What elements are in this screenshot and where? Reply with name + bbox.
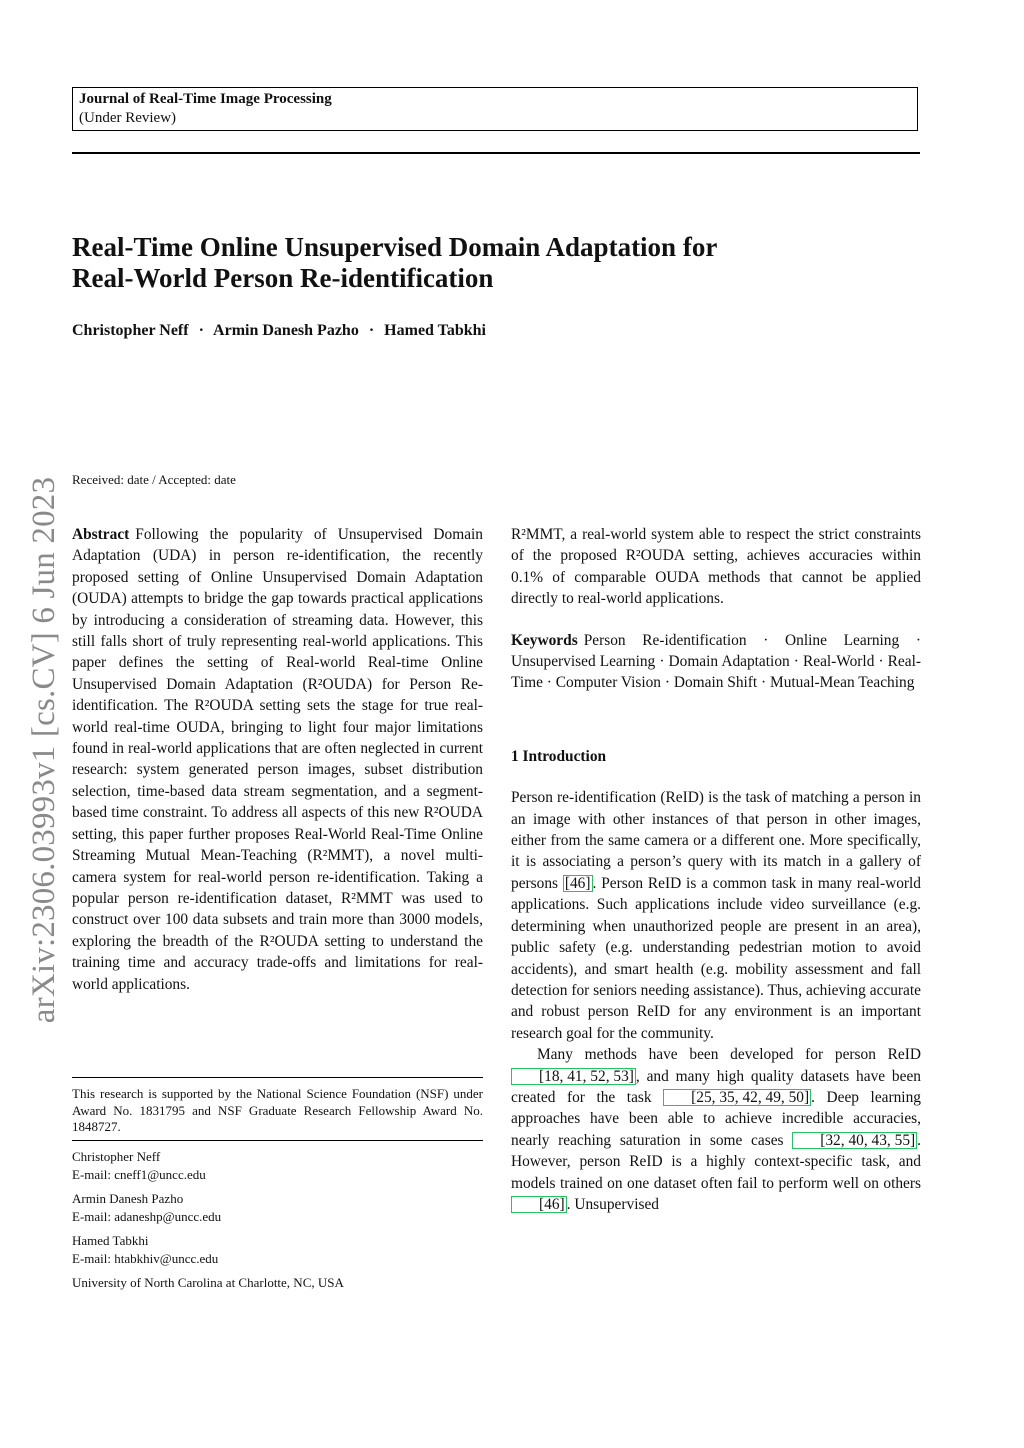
contact-email[interactable]: E-mail: adaneshp@uncc.edu: [72, 1208, 222, 1224]
paper-title: [72, 232, 932, 294]
intro-p2-text: Many methods have been developed for person ReID: [537, 1046, 921, 1064]
contact-3: [72, 1232, 483, 1267]
funding-note: This research is supported by the National Science Foundation (NSF) under Award No. 1831795 and NSF Graduate Research Fellowship Award No. 1848727.: [72, 1086, 483, 1134]
title-line-1: Real-Time Online Unsupervised Domain Adaptation for: [72, 232, 718, 262]
keywords-text: Person Re-identification · Online Learning · Unsupervised Learning · Domain Adaptation · Real-World · Real-Time · Computer Vision · Domain Shift · Mutual-Mean Teaching: [511, 631, 921, 692]
citation-link[interactable]: [18, 41, 52, 53]: [511, 1068, 636, 1085]
citation-link[interactable]: [46]: [511, 1196, 567, 1213]
intro-p2-text-c: . Deep learning approaches have been able to achieve incredible accuracies, nearly reaching saturation in some cases: [511, 1088, 921, 1149]
author-3: Hamed Tabkhi: [384, 322, 486, 339]
intro-p2-text-e: . Unsupervised: [566, 1195, 659, 1213]
affiliation: University of North Carolina at Charlotte, NC, USA: [72, 1275, 344, 1290]
journal-header-box: [72, 87, 918, 131]
intro-p1-text-2: Person ReID is a common task in many real-world applications. Such applications include video surveillance (e.g. determining when unauthorized people are present in an area), public safety (e.g. understanding pedestrian motion to avoid accidents), and smart health (e.g. mobility assessment and fall detection for seniors needing assistance). Thus, achieving accurate and robust person ReID for any environment is an important research goal for the community.: [511, 874, 921, 1042]
intro-p1-text: Person re-identification (ReID) is the task of matching a person in an image with other instances of that person in other images, either from the same camera or a different one. More specifically, it is associating a person’s query with its match in a gallery of persons: [511, 789, 921, 892]
received-line: Received: date / Accepted: date: [72, 472, 236, 487]
intro-p2-text-d: . However, person ReID is a highly context-specific task, and models trained on one dataset often fail to perform well on others: [511, 1131, 921, 1192]
author-separator: ·: [198, 322, 204, 339]
intro-paragraph-1: Person re-identification (ReID) is the task of matching a person in an image with other instances of that person in other images, either from the same camera or a different one. More specifically, it is associating a person’s query with its match in a gallery of persons [46] . Person ReID is a common task in many real-world applications. Such applications include video surveillance (e.g. determining when unauthorized people are present in an area), public safety (e.g. understanding pedestrian motion to avoid accidents), and smart health (e.g. mobility assessment and fall detection for seniors needing assistance). Thus, achieving accurate and robust person ReID for any environment is an important research goal for the community.: [511, 789, 921, 1042]
keywords: [511, 630, 921, 694]
footnote-rule: [72, 1077, 483, 1078]
author-separator: ·: [368, 322, 375, 339]
citation-link[interactable]: [32, 40, 43, 55]: [792, 1132, 917, 1149]
intro-p2-text-b: , and many high quality datasets have been created for the task: [511, 1067, 921, 1106]
contact-name: Hamed Tabkhi: [72, 1233, 149, 1248]
citation-link[interactable]: [46]: [564, 874, 591, 892]
contact-name: Christopher Neff: [72, 1149, 161, 1164]
keywords-label: Keywords: [511, 631, 578, 649]
journal-status: (Under Review): [79, 110, 177, 126]
abstract-text: Following the popularity of Unsupervised Domain Adaptation (UDA) in person re-identification, the recently proposed setting of Online Unsupervised Domain Adaptation (OUDA) attempts to bridge the gap towards practical applications by introducing a consideration of streaming data. However, this still falls short of truly representing real-world applications. This paper defines the setting of Real-world Real-time Online Unsupervised Domain Adaptation (R²OUDA) for Person Re-identification. The R²OUDA setting sets the stage for true real-world real-time OUDA, bringing to light four major limitations found in real-world applications that are often neglected in current research: system generated person images, subset distribution selection, time-based data stream segmentation, and a segment-based time constraint. To address all aspects of this new R²OUDA setting, this paper further proposes Real-World Real-Time Online Streaming Mutual Mean-Teaching (R²MMT), a novel multi-camera system for real-world person re-identification. Taking a popular person re-identification dataset, R²MMT was used to construct over 100 data subsets and train more than 3000 models, exploring the breadth of the R²OUDA setting to understand the training time and accuracy trade-offs and limitations for real-world applications.: [72, 526, 483, 993]
abstract-column: [72, 524, 483, 995]
contact-2: [72, 1190, 483, 1225]
section-heading: 1 Introduction: [511, 747, 607, 765]
abstract: [72, 524, 483, 995]
author-2: Armin Danesh Pazho: [213, 322, 359, 339]
title-line-2: Real-World Person Re-identification: [72, 263, 494, 293]
contact-email[interactable]: E-mail: htabkhiv@uncc.edu: [72, 1250, 219, 1266]
abstract-label: Abstract: [72, 526, 130, 543]
contact-name: Armin Danesh Pazho: [72, 1191, 184, 1206]
contact-email[interactable]: E-mail: cneff1@uncc.edu: [72, 1166, 206, 1182]
author-list: [72, 322, 486, 340]
author-1: Christopher Neff: [72, 322, 189, 339]
citation-link[interactable]: [25, 35, 42, 49, 50]: [663, 1089, 811, 1106]
arxiv-stamp: arXiv:2306.03993v1 [cs.CV] 6 Jun 2023: [26, 476, 62, 1024]
right-column: [511, 524, 921, 1215]
contact-1: [72, 1148, 483, 1183]
intro-paragraph-2: [511, 1044, 921, 1215]
header-rule: [72, 152, 920, 154]
journal-name: Journal of Real-Time Image Processing: [79, 91, 332, 107]
abstract-continuation: R²MMT, a real-world system able to respect the strict constraints of the proposed R²OUDA setting, achieves accuracies within 0.1% of comparable OUDA methods that cannot be applied directly to real-world applications.: [511, 526, 921, 608]
author-contacts: [72, 1148, 483, 1292]
footnote-rule-2: [72, 1140, 483, 1141]
